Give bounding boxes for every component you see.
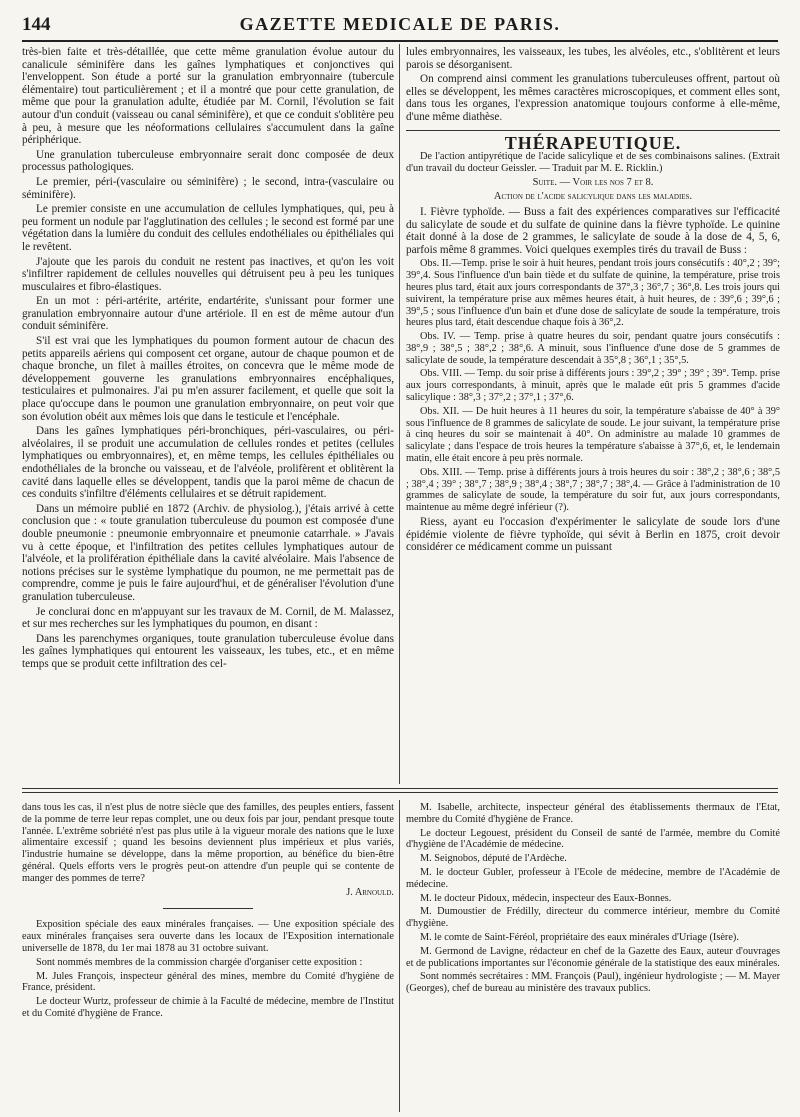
article-suite: Suite. — Voir les nos 7 et 8. (532, 176, 654, 188)
member-entry: Le docteur Wurtz, professeur de chimie à la Faculté de médecine, membre de l'Institut et du Comité d'hygiène de France. (22, 996, 394, 1019)
observation: Obs. IV. — Temp. prise à quatre heures du soir, pendant quatre jours consécutifs : 38°,9 ; 38°,5 ; 38°,2 ; 38°,6. A minuit, sous l'influence d'une dose de 5 grammes de salicylate de soude, la température descendait à 35°,8 ; 36°,1 ; 35°,5. (406, 331, 780, 366)
page-number: 144 (22, 14, 51, 35)
member-entry: Le docteur Legouest, président du Conseil de santé de l'armée, membre du Comité d'hygiène de l'Académie de médecine. (406, 827, 780, 851)
member-entry: M. Germond de Lavigne, rédacteur en chef de la Gazette des Eaux, auteur d'ouvrages et de publications importantes sur l'économie générale de la statistique des eaux minérales. (406, 945, 780, 969)
subsection-heading: Action de l'acide salicylique dans les maladies. (493, 191, 693, 203)
column-right-lower (406, 802, 780, 1112)
column-divider-lower (399, 800, 400, 1112)
page-section-rule (22, 788, 778, 793)
member-entry: M. Jules François, inspecteur général des mines, membre du Comité d'hygiène de France, président. (22, 970, 394, 994)
section-rule (406, 130, 780, 131)
author-signature: J. Arnould. (346, 886, 394, 898)
separator-rule (163, 908, 253, 909)
member-entry: M. Isabelle, architecte, inspecteur général des établissements thermaux de l'Etat, membre du Comité d'hygiène de France. (406, 802, 780, 825)
paragraph: Dans les gaînes lymphatiques péri-bronchiques, péri-vasculaires, ou péri-alvéolaires, il se produit une accumulation de cellules rondes et petites (cellules lymphatiques ou embryonnaires), et, en même temps, les cellules épithéliales ou endothéliales de la bronche ou vaisseau, et de l'alvéole, prolifèrent et oblitèrent la cavité dans laquelle elles se développent, tandis que la paroi même de chacun de ces conduits s'infiltre d'éléments cellulaires et se détruit rapidement. (22, 425, 394, 501)
paragraph: Je conclurai donc en m'appuyant sur les travaux de M. Cornil, de M. Malassez, et sur mes recherches sur les lymphatiques du poumon, en disant : (22, 605, 394, 631)
paragraph: Dans les parenchymes organiques, toute granulation tuberculeuse évolue dans les gaînes lymphatiques qui entourent les vaisseaux, les tubes, etc., et en même temps que se produit cette infiltration des cel- (22, 632, 394, 670)
column-divider (399, 44, 400, 784)
paragraph: I. Fièvre typhoïde. — Buss a fait des expériences comparatives sur l'efficacité du salicylate de soude et du sulfate de quinine dans la fièvre typhoïde. Le quinine était donné à la dose de 2 grammes, le salicylate de soude à la dose de 4, 5, 6, parfois même 8 grammes. Voici quelques exemples tirés du travail de Buss : (406, 205, 780, 256)
member-entry: Sont nommés secrétaires : MM. François (Paul), ingénieur hydrologiste ; — M. Mayer (Georges), chef de bureau au ministère des travaux publics. (406, 971, 780, 995)
member-entry: M. le comte de Saint-Féréol, propriétaire des eaux minérales d'Uriage (Isère). (420, 931, 739, 943)
member-entry: M. Seignobos, député de l'Ardèche. (420, 853, 567, 865)
article-heading: De l'action antipyrétique de l'acide salicylique et de ses combinaisons salines. (Extrait d'un travail du docteur Geissler. — Traduit par M. E. Ricklin.) (406, 151, 780, 174)
observation: Obs. XIII. — Temp. prise à différents jours à trois heures du soir : 38°,2 ; 38°,6 ; 38°,5 ; 38°,4 ; 39° ; 38°,7 ; 38°,9 ; 38°,4 ; 38°,7 ; 38°,7 ; 38°,4. — Grâce à l'administration de 10 grammes de salicylate de soude, la température du soir fut, aux jours correspondants, maintenue au même degré inférieur (?). (406, 466, 780, 514)
paragraph: On comprend ainsi comment les granulations tuberculeuses offrent, partout où elles se développent, les mêmes caractères microscopiques, et comment elles sont, dans tous les organes, l'expression anatomique toujours conforme à elle-même, d'une même diathèse. (406, 73, 780, 123)
member-entry: M. le docteur Gubler, professeur à l'Ecole de médecine, membre de l'Académie de médecine. (406, 866, 780, 890)
paragraph: S'il est vrai que les lymphatiques du poumon forment autour de chacun des petits appareils aériens qui composent cet organe, autour de chaque poumon et de chaque bronche, un filet à mailles étroites, on concevra que le même mode de développement gouverne les granulations embryonnaires encéphaliques, testiculaires et pulmonaires. J'ai pu m'en assurer facilement, et quelle que soit la place qu'occupe dans le poumon une granulation embryonnaire, on peut voir que son évolution obéit aux mêmes lois que dans le testicule et l'encéphale. (22, 335, 394, 423)
column-left-upper (22, 46, 394, 782)
page-header (22, 14, 778, 42)
paragraph: très-bien faite et très-détaillée, que cette même granulation évolue autour du canalicule séminifère dans les gaînes lymphatiques et conjonctives qui l'enveloppent. Son étude a porté sur la granulation embryonnaire (tubercule élémentaire) tout particulièrement ; et il a montré que pour cette granulation, de même que pour la granulation adulte, étudiée par M. Cornil, l'évolution se fait autour d'un conduit (vaisseau ou canal séminifère), et que ce conduit s'oblitère peu à peu, à mesure que les néoformations cellulaires s'accumulent dans la gaîne périphérique. (22, 46, 394, 147)
column-left-lower (22, 802, 394, 1112)
announcement: Exposition spéciale des eaux minérales françaises. — Une exposition spéciale des eaux minérales françaises sera ouverte dans les locaux de l'Exposition internationale universelle de 1878, du 1er mai 1878 au 31 octobre suivant. (22, 919, 394, 954)
observation: Obs. XII. — De huit heures à 11 heures du soir, la température s'abaisse de 40° à 39° sous l'influence de 8 grammes de salicylate de soude. Le jour suivant, la température prise à cinq heures du soir se maintenait à 40°. On administre au malade 10 grammes de salicylate ; dans l'espace de trois heures la température s'abaisse à 37°,6, et, le lendemain matin, elle était encore à peu près normale. (406, 405, 780, 465)
paragraph: Une granulation tuberculeuse embryonnaire serait donc composée de deux processus pathologiques. (22, 148, 394, 174)
paragraph: Le premier consiste en une accumulation de cellules lymphatiques, qui, peu à peu forment un nodule par l'agglutination des cellules ; le second est formé par une végétation dans la lumière du conduit des cellules endothéliales ou épithéliales qui le revêtent. (22, 203, 394, 253)
publication-title: GAZETTE MEDICALE DE PARIS. (239, 14, 561, 34)
observation: Obs. VIII. — Temp. du soir prise à différents jours : 39°,2 ; 39° ; 39° ; 39°. Temp. prise aux jours correspondants, à minuit, après que le malade eût pris 5 grammes d'acide salicylique : 38°,3 ; 37°,2 ; 37°,1 ; 37°,6. (406, 368, 780, 404)
paragraph: J'ajoute que les parois du conduit ne restent pas inactives, et qu'on les voit s'infiltrer rapidement de cellules nouvelles qui détruisent peu à peu les tuniques musculaires et fibro-élastiques. (22, 255, 394, 293)
paragraph: lules embryonnaires, les vaisseaux, les tubes, les alvéoles, etc., s'oblitèrent et leurs parois se désorganisent. (406, 46, 780, 71)
paragraph: Sont nommés membres de la commission chargée d'organiser cette exposition : (36, 956, 363, 968)
member-entry: M. Dumoustier de Frédilly, directeur du commerce intérieur, membre du Comité d'hygiène. (406, 906, 780, 930)
column-right-upper (406, 46, 780, 782)
paragraph: dans tous les cas, il n'est plus de notre siècle que des familles, des peuples entiers, fassent de la pomme de terre leur repas complet, une ou deux fois par jour, pendant presque toute l'année. L'extrême sobriété n'est pas plus utile à la vigueur morale des nations que le luxe alimentaire excessif ; quand les besoins deviennent plus impérieux et plus variés, l'industrie humaine se développe, dans la même proportion, au bénéfice du bien-être général. Quels efforts vers le progrès peut-on attendre d'un peuple qui se contente de manger des pommes de terre? (22, 802, 394, 884)
paragraph: Riess, ayant eu l'occasion d'expérimenter le salicylate de soude lors d'une épidémie violente de fièvre typhoïde, qui sévit à Berlin en 1875, croit devoir considérer ce médicament comme un puissant (406, 516, 780, 554)
paragraph: Le premier, péri-(vasculaire ou séminifère) ; le second, intra-(vasculaire ou séminifère). (22, 175, 394, 201)
paragraph: En un mot : péri-artérite, artérite, endartérite, s'unissant pour former une granulation embryonnaire autour d'une artériole. Il en est de même autour d'un conduit séminifère. (22, 295, 394, 333)
member-entry: M. le docteur Pidoux, médecin, inspecteur des Eaux-Bonnes. (420, 892, 672, 904)
paragraph: Dans un mémoire publié en 1872 (Archiv. de physiolog.), j'étais arrivé à cette conclusion que : « toute granulation tuberculeuse du poumon est composée d'une double pneumonie : pneumonie embryonnaire et pneumonie catarrhale. » J'avais vu à cette époque, et l'infiltration des petites cellules lymphatiques autour de l'alvéole, et la prolifération épithéliale dans la cavité alvéolaire. Mais l'absence de notions précises sur le système lymphatique du poumon, ne me permettait pas de comprendre, comme je puis le faire aujourd'hui, et de généraliser l'évolution d'une granulation tuberculeuse. (22, 502, 394, 603)
section-title: THÉRAPEUTIQUE. (504, 132, 682, 153)
observation: Obs. II.—Temp. prise le soir à huit heures, pendant trois jours consécutifs : 40°,2 ; 39°; 39°,4. Sous l'influence d'un bain tiède et du sulfate de quinine, la température, prise trois heures plus tard, était aux jours correspondants de 37°,3 ; 36°,7 ; 36°,8. Les trois jours qui suivirent, la température prise aux mêmes heures était, à huit heures, de : 39°,6 ; 39°,6 ; 39°,5 ; sous l'influence d'un bain et d'une dose de salicylate de soude la température, trois heures plus tard, était descendue chaque fois à 36°,2. (406, 258, 780, 329)
